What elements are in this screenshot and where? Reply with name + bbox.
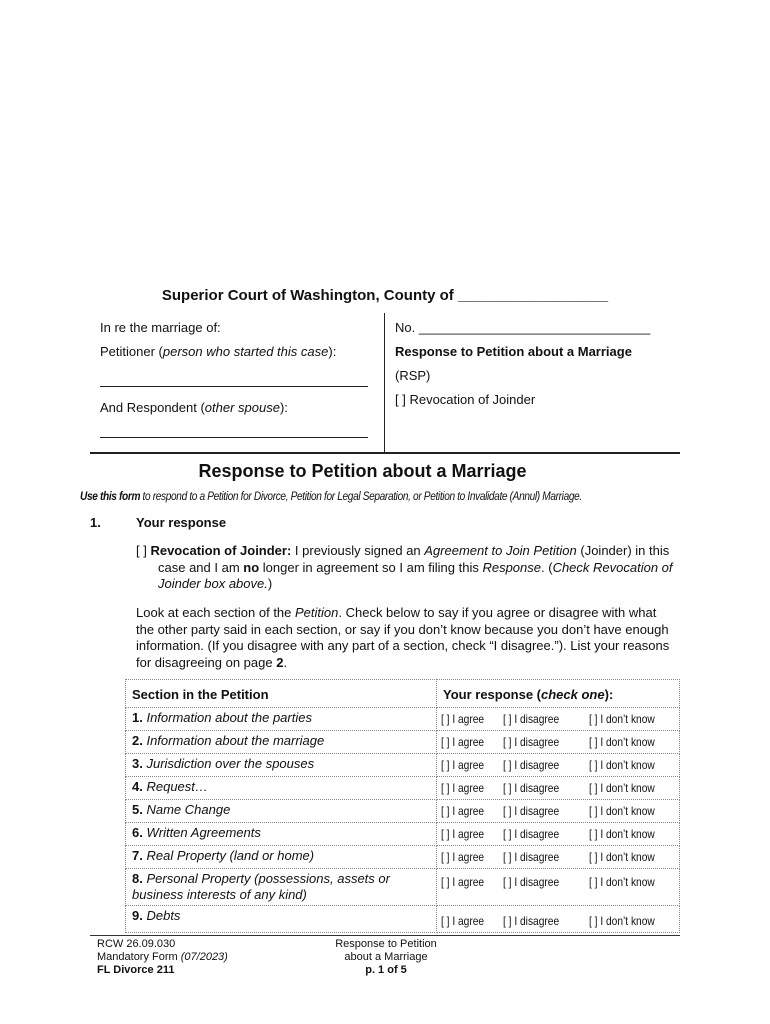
option-disagree-checkbox[interactable]: [ ] I disagree [503,850,560,864]
footer-title-2: about a Marriage [344,951,428,963]
form-title: Response to Petition about a Marriage [198,461,527,481]
footer-center [310,938,462,977]
response-options [437,754,680,777]
section-cell: 9. Debts [126,906,437,933]
table-row [126,800,680,823]
option-agree-checkbox[interactable]: [ ] I agree [441,875,485,889]
option-dont-know-checkbox[interactable]: [ ] I don’t know [589,914,655,928]
petitioner-label: Petitioner (person who started this case): [100,344,337,359]
option-disagree-checkbox[interactable]: [ ] I disagree [503,914,560,928]
response-table [125,679,680,933]
option-agree-checkbox[interactable]: [ ] I agree [441,804,485,818]
option-agree-checkbox[interactable]: [ ] I agree [441,914,485,928]
option-agree-checkbox[interactable]: [ ] I agree [441,712,485,726]
revocation-of-joinder-option[interactable]: [ ] Revocation of Joinder: I previously signed an Agreement to Join Petition (Joinder) in this case and I am no longer in agreement so I am filing this Response. (Check Revocation of Joinder box above.) [136,543,673,591]
option-disagree-checkbox[interactable]: [ ] I disagree [503,781,560,795]
court-name: Superior Court of Washington, County of [161,287,458,304]
option-disagree-checkbox[interactable]: [ ] I disagree [503,735,560,749]
caption-parties [100,320,375,438]
column-header-response: Your response (check one): [437,680,680,708]
option-dont-know-checkbox[interactable]: [ ] I don’t know [589,827,655,841]
caption-divider [384,313,385,453]
table-row [126,731,680,754]
section-cell: 5. Name Change [126,800,437,823]
county-blank[interactable]: __________________ [457,287,609,304]
footer-title-1: Response to Petition [335,938,437,950]
response-instructions: Look at each section of the Petition. Check below to say if you agree or disagree with what the other party said in each section, or say if you don’t know because you don’t have enough information. (If you disagree with any part of a section, check “I disagree.”). List your reasons for disagreeing on page 2. [136,605,670,670]
option-dont-know-checkbox[interactable]: [ ] I don’t know [589,712,655,726]
section-cell: 3. Jurisdiction over the spouses [126,754,437,777]
response-options [437,800,680,823]
table-row [126,708,680,731]
section-number: 1. [90,515,101,530]
caption-rule [90,452,680,454]
option-dont-know-checkbox[interactable]: [ ] I don’t know [589,875,655,889]
case-number-field[interactable]: ________________________________ [418,320,651,335]
option-agree-checkbox[interactable]: [ ] I agree [441,827,485,841]
response-options [437,906,680,933]
option-disagree-checkbox[interactable]: [ ] I disagree [503,758,560,772]
court-title [0,287,770,304]
section-cell: 8. Personal Property (possessions, assets or business interests of any kind) [126,869,437,906]
respondent-label: And Respondent (other spouse): [100,400,288,415]
petitioner-name-field[interactable] [100,386,368,387]
option-dont-know-checkbox[interactable]: [ ] I don’t know [589,850,655,864]
response-options [437,777,680,800]
table-row [126,846,680,869]
section-cell: 2. Information about the marriage [126,731,437,754]
document-title: Response to Petition about a Marriage [395,344,632,359]
form-instructions: Use this form to respond to a Petition for Divorce, Petition for Legal Separation, or Petition to Invalidate (Annul) Marriage. [80,491,582,503]
option-agree-checkbox[interactable]: [ ] I agree [441,758,485,772]
section-title: Your response [136,515,227,530]
response-options [437,731,680,754]
table-row [126,823,680,846]
table-row [126,777,680,800]
column-header-section: Section in the Petition [126,680,437,708]
form-id: FL Divorce 211 [97,964,175,976]
section-cell: 6. Written Agreements [126,823,437,846]
table-row [126,906,680,933]
statute-reference: RCW 26.09.030 [97,938,176,950]
option-disagree-checkbox[interactable]: [ ] I disagree [503,804,560,818]
option-disagree-checkbox[interactable]: [ ] I disagree [503,875,560,889]
response-options [437,869,680,906]
option-disagree-checkbox[interactable]: [ ] I disagree [503,712,560,726]
footer-left [97,938,228,977]
option-dont-know-checkbox[interactable]: [ ] I don’t know [589,758,655,772]
revocation-checkbox[interactable]: [ ] Revocation of Joinder [395,392,536,407]
response-options [437,708,680,731]
option-dont-know-checkbox[interactable]: [ ] I don’t know [589,735,655,749]
option-dont-know-checkbox[interactable]: [ ] I don’t know [589,781,655,795]
section-cell: 4. Request… [126,777,437,800]
case-number: No. ________________________________ [395,320,651,335]
document-abbrev: (RSP) [395,368,431,383]
mandatory-form-label: Mandatory Form (07/2023) [97,951,228,963]
section-cell: 7. Real Property (land or home) [126,846,437,869]
in-re-label: In re the marriage of: [100,320,221,335]
option-agree-checkbox[interactable]: [ ] I agree [441,781,485,795]
section-cell: 1. Information about the parties [126,708,437,731]
option-dont-know-checkbox[interactable]: [ ] I don’t know [589,804,655,818]
caption-case-info [395,320,650,407]
option-agree-checkbox[interactable]: [ ] I agree [441,735,485,749]
footer-rule [90,935,680,936]
page-number: p. 1 of 5 [365,964,407,976]
option-agree-checkbox[interactable]: [ ] I agree [441,850,485,864]
response-options [437,823,680,846]
table-row [126,869,680,906]
table-row [126,754,680,777]
respondent-name-field[interactable] [100,437,368,438]
response-options [437,846,680,869]
option-disagree-checkbox[interactable]: [ ] I disagree [503,827,560,841]
table-header-row [126,680,680,708]
